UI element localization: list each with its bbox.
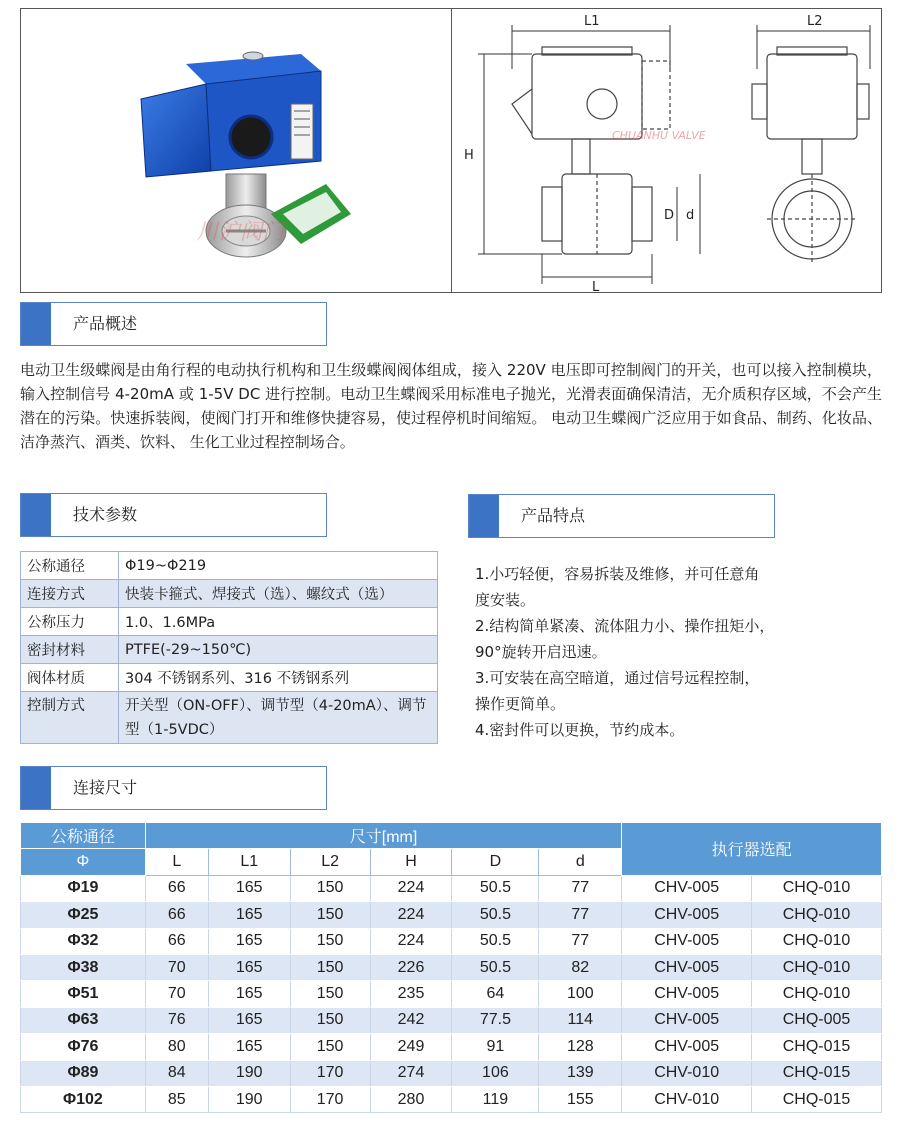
spec-value: PTFE(-29~150℃) [119, 636, 438, 664]
table-row [21, 928, 882, 954]
cell-actuator: CHV-005 [622, 1007, 752, 1033]
cell-dimension: 50.5 [452, 902, 539, 928]
cell-actuator: CHQ-010 [752, 902, 882, 928]
cell-actuator: CHQ-010 [752, 981, 882, 1007]
cell-nominal-diameter: Φ102 [21, 1086, 146, 1112]
cell-dimension: 249 [370, 1034, 452, 1060]
cell-dimension: 165 [208, 1007, 290, 1033]
cell-dimension: 66 [145, 928, 208, 954]
cell-dimension: 190 [208, 1086, 290, 1112]
cell-dimension: 119 [452, 1086, 539, 1112]
section-accent-bar [469, 495, 499, 537]
col-header-H: H [370, 849, 452, 875]
cell-dimension: 80 [145, 1034, 208, 1060]
dn-header-top: 公称通径 [21, 823, 146, 849]
cell-dimension: 50.5 [452, 928, 539, 954]
spec-key: 公称压力 [21, 608, 119, 636]
cell-actuator: CHV-010 [622, 1086, 752, 1112]
section-title: 连接尺寸 [73, 778, 138, 797]
cell-dimension: 165 [208, 875, 290, 901]
cell-dimension: 77.5 [452, 1007, 539, 1033]
spec-key: 控制方式 [21, 692, 119, 744]
intro-paragraph: 电动卫生级蝶阀是由角行程的电动执行机构和卫生级蝶阀阀体组成，接入 220V 电压即可控制阀门的开关，也可以接入控制模块，输入控制信号 4-20mA 或 1-5V DC 进行控制。电动卫生蝶阀采用标准电子抛光，光滑表面确保清洁，无介质积存区域，不会产生潜在的污染。快速拆装阀，使阀门打开和维修快捷容易，使过程停机时间缩短。 电动卫生蝶阀广泛应用于如食品、制药、化妆品、洁净蒸汽、酒类、饮料、 生化工业过程控制场合。 [20, 361, 882, 451]
actuator-header: 执行器选配 [622, 823, 882, 876]
table-row [21, 1060, 882, 1086]
feature-item: 2.结构简单紧凑、流体阻力小、操作扭矩小， 90°旋转开启迅速。 [475, 617, 775, 661]
watermark-cn: 川沪阀门 [196, 220, 285, 245]
dn-header-bottom: Φ [21, 849, 146, 875]
watermark-text: CHUANHU VALVE [612, 129, 706, 142]
cell-nominal-diameter: Φ89 [21, 1060, 146, 1086]
cell-dimension: 165 [208, 902, 290, 928]
cell-dimension: 165 [208, 954, 290, 980]
cell-dimension: 165 [208, 928, 290, 954]
size-header: 尺寸[mm] [145, 823, 621, 849]
cell-dimension: 224 [370, 902, 452, 928]
cell-dimension: 150 [290, 1034, 370, 1060]
section-accent-bar [21, 494, 51, 536]
spec-value: 快装卡箍式、焊接式（选）、螺纹式（选） [119, 580, 438, 608]
col-header-d: d [539, 849, 622, 875]
cell-dimension: 224 [370, 875, 452, 901]
section-accent-bar [21, 767, 51, 809]
cell-actuator: CHQ-010 [752, 875, 882, 901]
product-images [20, 8, 882, 293]
cell-dimension: 150 [290, 1007, 370, 1033]
section-header-overview [20, 302, 327, 346]
cell-actuator: CHQ-010 [752, 954, 882, 980]
cell-dimension: 150 [290, 954, 370, 980]
size-table [20, 822, 882, 1113]
table-row [21, 1007, 882, 1033]
table-row [21, 902, 882, 928]
section-header-dimensions [20, 766, 327, 810]
cell-dimension: 235 [370, 981, 452, 1007]
col-header-L2: L2 [290, 849, 370, 875]
cell-actuator: CHQ-015 [752, 1060, 882, 1086]
cell-nominal-diameter: Φ76 [21, 1034, 146, 1060]
cell-dimension: 66 [145, 875, 208, 901]
dim-label-L: L [592, 280, 600, 292]
cell-actuator: CHV-005 [622, 902, 752, 928]
table-row [21, 1034, 882, 1060]
cell-dimension: 274 [370, 1060, 452, 1086]
cell-dimension: 150 [290, 981, 370, 1007]
spec-value: Φ19~Φ219 [119, 552, 438, 580]
cell-nominal-diameter: Φ25 [21, 902, 146, 928]
product-photo [21, 9, 451, 292]
cell-dimension: 70 [145, 981, 208, 1007]
cell-dimension: 77 [539, 875, 622, 901]
cell-dimension: 170 [290, 1060, 370, 1086]
feature-item: 3.可安装在高空暗道，通过信号远程控制， 操作更简单。 [475, 669, 760, 713]
cell-dimension: 242 [370, 1007, 452, 1033]
cell-dimension: 170 [290, 1086, 370, 1112]
cell-dimension: 150 [290, 902, 370, 928]
cell-actuator: CHV-005 [622, 928, 752, 954]
cell-dimension: 226 [370, 954, 452, 980]
section-title: 产品概述 [73, 314, 138, 333]
spec-value: 1.0、1.6MPa [119, 608, 438, 636]
spec-value: 304 不锈钢系列、316 不锈钢系列 [119, 664, 438, 692]
dim-label-L2: L2 [807, 14, 823, 29]
section-header-tech [20, 493, 327, 537]
size-table-body [21, 875, 882, 1113]
cell-dimension: 155 [539, 1086, 622, 1112]
spec-table [20, 551, 438, 744]
cell-actuator: CHQ-005 [752, 1007, 882, 1033]
dim-label-d: d [686, 208, 695, 223]
table-row [21, 875, 882, 901]
cell-dimension: 77 [539, 928, 622, 954]
cell-dimension: 50.5 [452, 954, 539, 980]
cell-nominal-diameter: Φ38 [21, 954, 146, 980]
cell-dimension: 76 [145, 1007, 208, 1033]
spec-key: 密封材料 [21, 636, 119, 664]
cell-dimension: 106 [452, 1060, 539, 1086]
cell-dimension: 224 [370, 928, 452, 954]
cell-dimension: 190 [208, 1060, 290, 1086]
spec-row [21, 664, 438, 692]
features-list [475, 561, 815, 743]
section-accent-bar [21, 303, 51, 345]
col-header-D: D [452, 849, 539, 875]
spec-key: 连接方式 [21, 580, 119, 608]
cell-dimension: 150 [290, 875, 370, 901]
spec-row [21, 636, 438, 664]
cell-actuator: CHV-005 [622, 875, 752, 901]
section-title: 技术参数 [73, 505, 138, 524]
col-header-L1: L1 [208, 849, 290, 875]
cell-dimension: 139 [539, 1060, 622, 1086]
cell-nominal-diameter: Φ63 [21, 1007, 146, 1033]
dim-label-L1: L1 [584, 14, 600, 29]
cell-dimension: 66 [145, 902, 208, 928]
spec-row [21, 692, 438, 744]
cell-nominal-diameter: Φ19 [21, 875, 146, 901]
col-header-L: L [145, 849, 208, 875]
table-row [21, 954, 882, 980]
spec-row [21, 552, 438, 580]
cell-actuator: CHQ-010 [752, 928, 882, 954]
spec-row [21, 580, 438, 608]
spec-row [21, 608, 438, 636]
table-row [21, 981, 882, 1007]
cell-dimension: 114 [539, 1007, 622, 1033]
dim-label-D: D [664, 208, 675, 223]
cell-dimension: 91 [452, 1034, 539, 1060]
cell-dimension: 84 [145, 1060, 208, 1086]
cell-actuator: CHV-005 [622, 981, 752, 1007]
cell-dimension: 50.5 [452, 875, 539, 901]
cell-dimension: 64 [452, 981, 539, 1007]
cell-dimension: 280 [370, 1086, 452, 1112]
cell-actuator: CHQ-015 [752, 1034, 882, 1060]
cell-dimension: 128 [539, 1034, 622, 1060]
spec-value: 开关型（ON-OFF）、调节型（4-20mA）、调节型（1-5VDC） [119, 692, 438, 744]
cell-actuator: CHV-010 [622, 1060, 752, 1086]
cell-actuator: CHV-005 [622, 954, 752, 980]
cell-dimension: 70 [145, 954, 208, 980]
section-title: 产品特点 [521, 506, 586, 525]
dim-label-H: H [464, 148, 474, 163]
dimension-drawing [452, 9, 882, 292]
feature-item: 1.小巧轻便，容易拆装及维修，并可任意角 度安装。 [475, 565, 760, 609]
cell-dimension: 85 [145, 1086, 208, 1112]
feature-item: 4.密封件可以更换，节约成本。 [475, 721, 685, 739]
cell-actuator: CHV-005 [622, 1034, 752, 1060]
section-header-features [468, 494, 775, 538]
cell-dimension: 165 [208, 1034, 290, 1060]
cell-dimension: 100 [539, 981, 622, 1007]
cell-dimension: 82 [539, 954, 622, 980]
cell-nominal-diameter: Φ32 [21, 928, 146, 954]
cell-dimension: 77 [539, 902, 622, 928]
cell-actuator: CHQ-015 [752, 1086, 882, 1112]
cell-dimension: 165 [208, 981, 290, 1007]
cell-dimension: 150 [290, 928, 370, 954]
spec-key: 公称通径 [21, 552, 119, 580]
spec-key: 阀体材质 [21, 664, 119, 692]
cell-nominal-diameter: Φ51 [21, 981, 146, 1007]
table-row [21, 1086, 882, 1112]
